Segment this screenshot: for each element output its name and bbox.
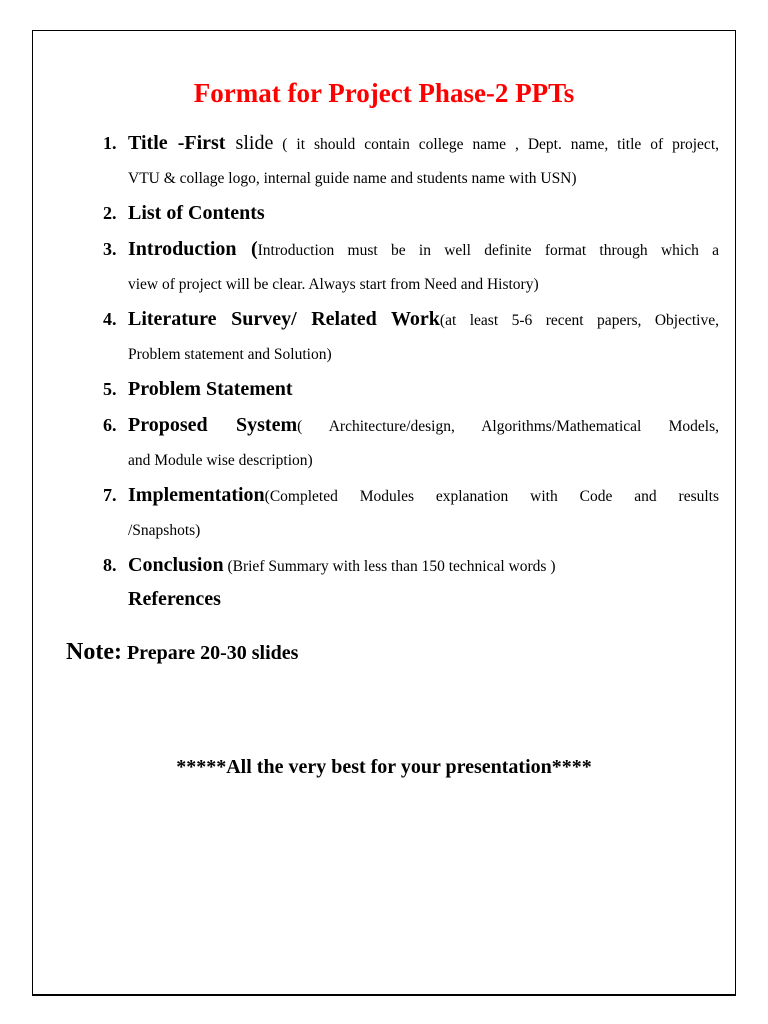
item-heading: Introduction ( bbox=[128, 238, 258, 260]
note bbox=[66, 639, 298, 666]
item-description-cont: view of project will be clear. Always start from Need and History) bbox=[128, 276, 539, 293]
list-item-contents bbox=[103, 196, 719, 232]
item-description: (Brief Summary with less than 150 technical words ) bbox=[223, 558, 556, 575]
item-number: 6. bbox=[103, 415, 117, 435]
item-description: ( Architecture/design, Algorithms/Mathematical Models, bbox=[297, 418, 719, 435]
note-text: Prepare 20-30 slides bbox=[121, 642, 299, 664]
item-number: 8. bbox=[103, 555, 117, 575]
list-item-implementation bbox=[103, 478, 719, 548]
list-item-proposed-system bbox=[103, 408, 719, 478]
item-heading: Problem Statement bbox=[128, 378, 293, 400]
item-heading: Title -First bbox=[128, 132, 226, 154]
list-item-introduction bbox=[103, 232, 719, 302]
item-heading: List of Contents bbox=[128, 202, 265, 224]
item-number: 5. bbox=[103, 379, 117, 399]
item-description: Introduction must be in well definite format through which a bbox=[257, 242, 719, 259]
item-description: ( it should contain college name , Dept. name, title of project, bbox=[273, 136, 719, 153]
list-item-problem-statement bbox=[103, 372, 719, 408]
item-heading: Conclusion bbox=[128, 554, 224, 576]
page-title: Format for Project Phase-2 PPTs bbox=[193, 78, 575, 108]
content-list bbox=[103, 126, 719, 584]
item-description-cont: VTU & collage logo, internal guide name and students name with USN) bbox=[128, 170, 577, 187]
item-heading: Literature Survey/ Related Work bbox=[128, 308, 440, 330]
item-description: (Completed Modules explanation with Code and results bbox=[264, 488, 719, 505]
item-number: 3. bbox=[103, 239, 117, 259]
item-description-cont: Problem statement and Solution) bbox=[128, 346, 332, 363]
item-description-cont: and Module wise description) bbox=[128, 452, 313, 469]
list-item-title-slide bbox=[103, 126, 719, 196]
item-heading: Implementation bbox=[128, 484, 265, 506]
item-number: 1. bbox=[103, 133, 117, 153]
item-number: 2. bbox=[103, 203, 117, 223]
list-item-literature-survey bbox=[103, 302, 719, 372]
item-description-cont: /Snapshots) bbox=[128, 522, 201, 539]
item-number: 4. bbox=[103, 309, 117, 329]
note-label: Note: bbox=[66, 639, 122, 665]
item-heading-suffix: slide bbox=[225, 132, 274, 154]
item-description: (at least 5-6 recent papers, Objective, bbox=[439, 312, 719, 329]
item-heading: Proposed System bbox=[128, 414, 298, 436]
closing-message: *****All the very best for your presentation**** bbox=[176, 756, 592, 778]
list-item-conclusion bbox=[103, 548, 719, 584]
references-heading: References bbox=[128, 588, 221, 610]
item-number: 7. bbox=[103, 485, 117, 505]
